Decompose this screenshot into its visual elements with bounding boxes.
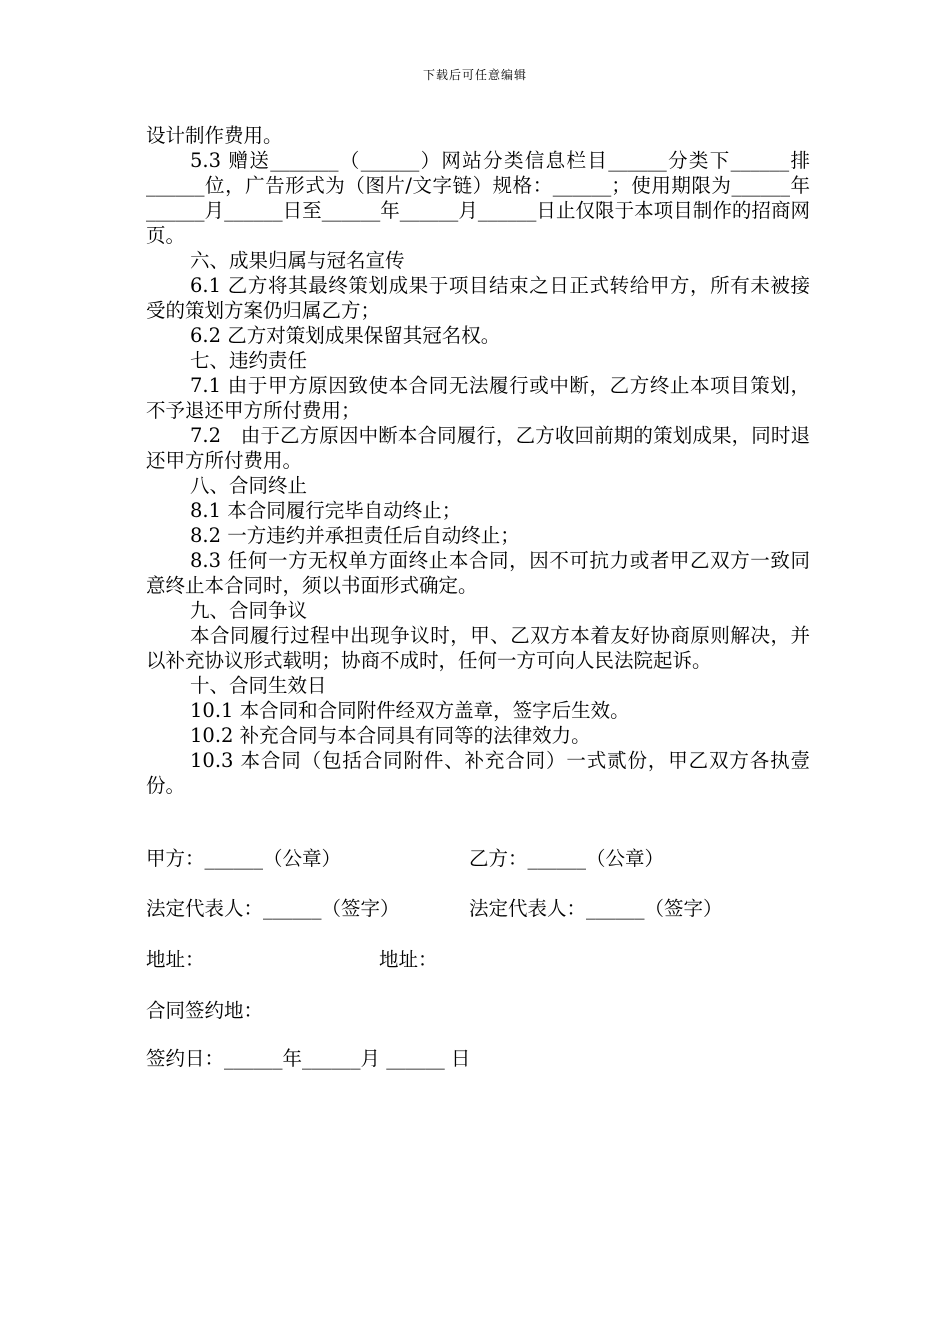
party-b-representative: 法定代表人：______（签字） xyxy=(469,897,723,920)
paragraph: 10.1 本合同和合同附件经双方盖章，签字后生效。 xyxy=(190,699,630,722)
paragraph: 8.1 本合同履行完毕自动终止； xyxy=(190,499,462,522)
paragraph: 8.2 一方违约并承担责任后自动终止； xyxy=(190,524,520,547)
section-heading: 九、合同争议 xyxy=(190,599,308,622)
paragraph: 10.2 补充合同与本合同具有同等的法律效力。 xyxy=(190,724,591,747)
paragraph: 5.3 赠送_______（______）网站分类信息栏目______分类下______排______位，广告形式为（图片/文字链）规格：______；使用期限为______年______月______日至______年______月______日止仅限于本项目制作的招商网页。 xyxy=(146,149,810,247)
paragraph: 本合同履行过程中出现争议时，甲、乙双方本着友好协商原则解决，并以补充协议形式载明；协商不成时，任何一方可向人民法院起诉。 xyxy=(146,624,810,672)
party-a-seal: 甲方：______（公章） xyxy=(146,847,342,870)
paragraph: 6.1 乙方将其最终策划成果于项目结束之日正式转给甲方，所有未被接受的策划方案仍归属乙方； xyxy=(146,274,810,322)
section-heading: 六、成果归属与冠名宣传 xyxy=(190,249,405,272)
signing-place: 合同签约地： xyxy=(146,999,264,1022)
paragraph: 8.3 任何一方无权单方面终止本合同，因不可抗力或者甲乙双方一致同意终止本合同时，须以书面形式确定。 xyxy=(146,549,810,597)
party-b-seal: 乙方：______（公章） xyxy=(469,847,665,870)
paragraph: 6.2 乙方对策划成果保留其冠名权。 xyxy=(190,324,501,347)
section-heading: 十、合同生效日 xyxy=(190,674,327,697)
signing-date: 签约日：______年______月 ______ 日 xyxy=(146,1047,471,1070)
party-a-representative: 法定代表人：______（签字） xyxy=(146,897,400,920)
party-a-address: 地址： xyxy=(146,948,205,971)
paragraph: 7.2 由于乙方原因中断本合同履行，乙方收回前期的策划成果，同时退还甲方所付费用。 xyxy=(146,424,810,472)
contract-body xyxy=(146,123,810,798)
paragraph: 设计制作费用。 xyxy=(146,124,283,147)
section-heading: 八、合同终止 xyxy=(190,474,308,497)
page-header: 下载后可任意编辑 xyxy=(422,68,527,82)
paragraph: 7.1 由于甲方原因致使本合同无法履行或中断，乙方终止本项目策划，不予退还甲方所付费用； xyxy=(146,374,810,422)
section-heading: 七、违约责任 xyxy=(190,349,308,372)
paragraph: 10.3 本合同（包括合同附件、补充合同）一式贰份，甲乙双方各执壹份。 xyxy=(146,749,810,797)
party-b-address: 地址： xyxy=(379,948,438,971)
